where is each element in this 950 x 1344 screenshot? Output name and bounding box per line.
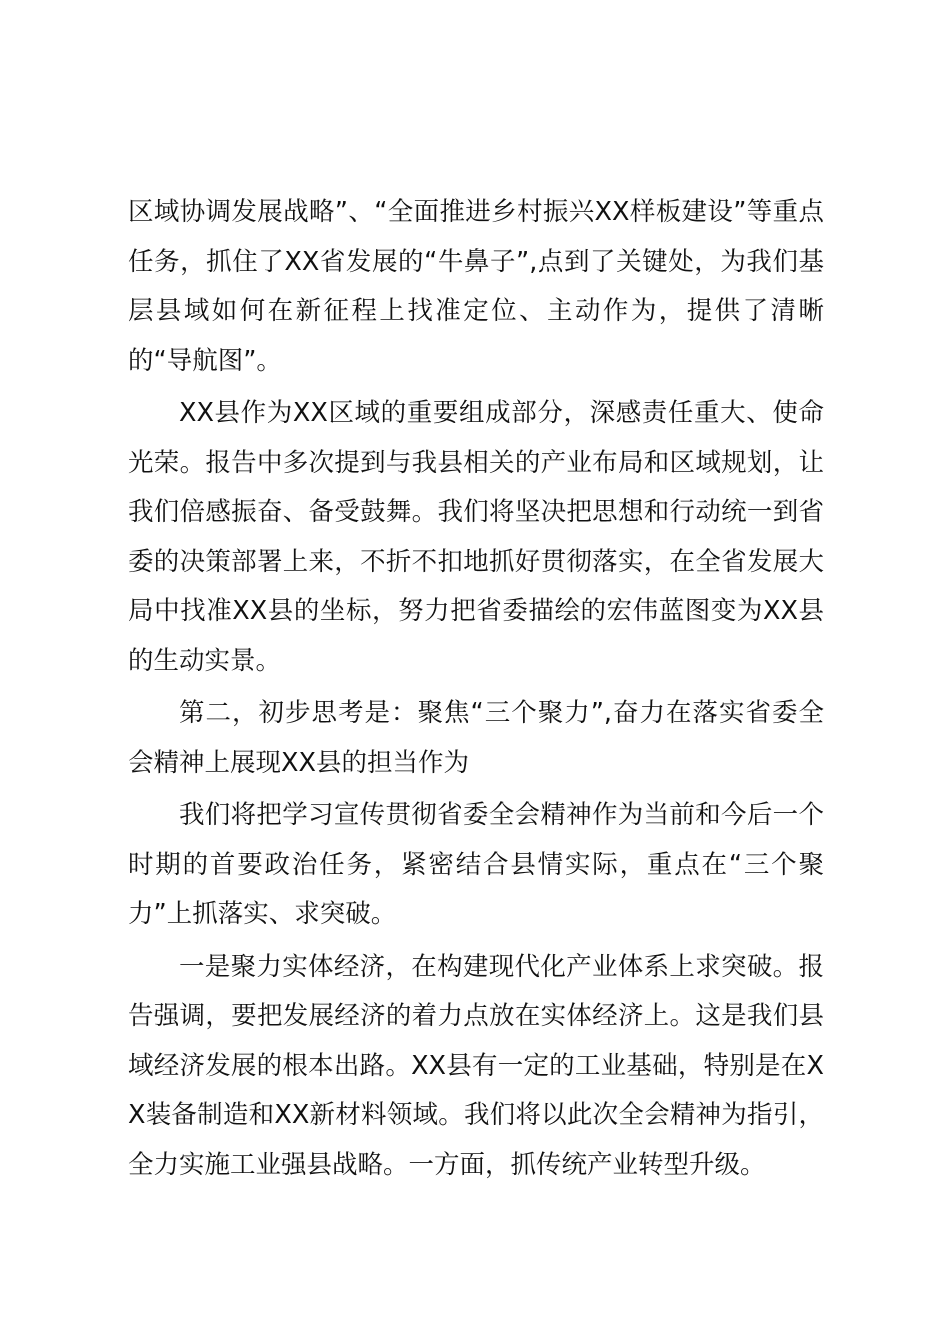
- paragraph-5: 一是聚力实体经济，在构建现代化产业体系上求突破。报告强调，要把发展经济的着力点放在实体经济上。这是我们县域经济发展的根本出路。XX县有一定的工业基础，特别是在XX装备制造和XX新材料领域。我们将以此次全会精神为指引，全力实施工业强县战略。一方面，抓传统产业转型升级。: [128, 951, 824, 1180]
- paragraph-3-heading: 第二，初步思考是：聚焦“三个聚力”,奋力在落实省委全会精神上展现XX县的担当作为: [128, 698, 824, 778]
- paragraph-1: 区域协调发展战略”、“全面推进乡村振兴XX样板建设”等重点任务，抓住了XX省发展的“牛鼻子”,点到了关键处，为我们基层县域如何在新征程上找准定位、主动作为，提供了清晰的“导航图”。: [128, 197, 824, 376]
- paragraph-2: XX县作为XX区域的重要组成部分，深感责任重大、使命光荣。报告中多次提到与我县相关的产业布局和区域规划，让我们倍感振奋、备受鼓舞。我们将坚决把思想和行动统一到省委的决策部署上来，不折不扣地抓好贯彻落实，在全省发展大局中找准XX县的坐标，努力把省委描绘的宏伟蓝图变为XX县的生动实景。: [128, 398, 824, 676]
- paragraph-4: 我们将把学习宣传贯彻省委全会精神作为当前和今后一个时期的首要政治任务，紧密结合县情实际，重点在“三个聚力”上抓落实、求突破。: [128, 800, 824, 929]
- document-body: [128, 188, 824, 1193]
